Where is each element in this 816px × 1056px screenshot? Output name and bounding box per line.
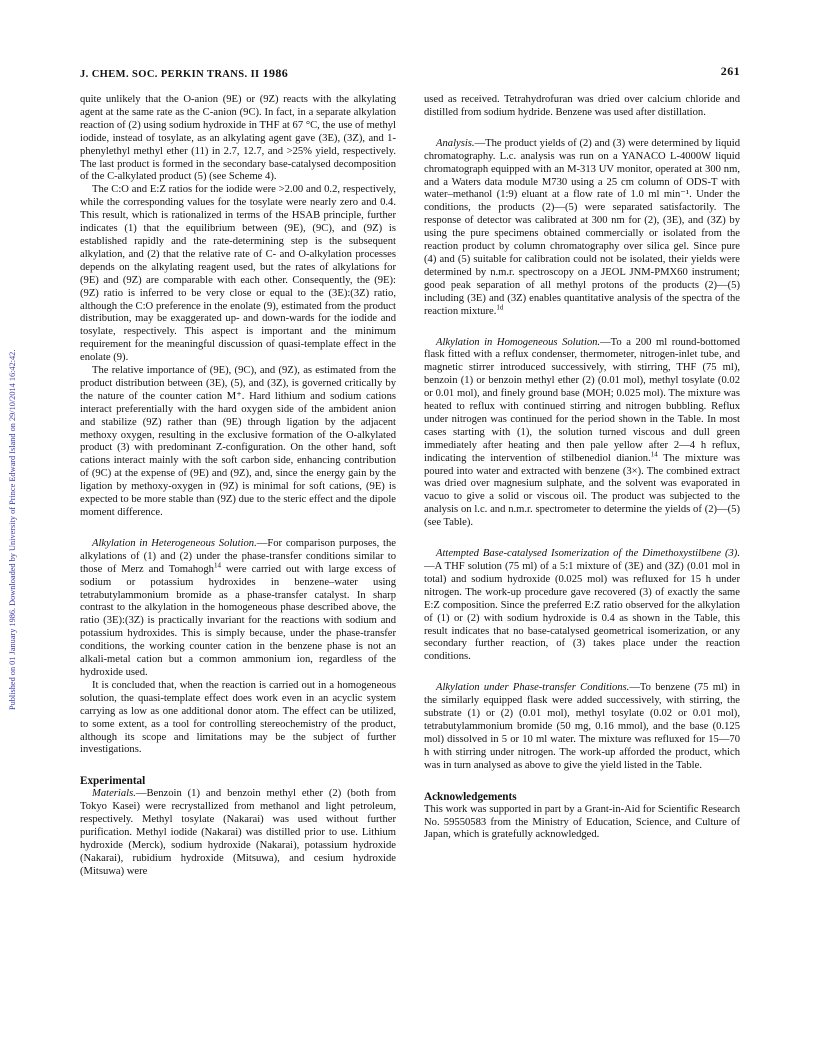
run-in-heading: Alkylation under Phase-transfer Conditions. <box>436 682 630 694</box>
section-paragraph-homogeneous <box>424 337 740 531</box>
journal-name: J. CHEM. SOC. PERKIN TRANS. II <box>80 69 260 80</box>
paragraph: It is concluded that, when the reaction is carried out in a homogeneous solution, the quasi-template effect does work even in an acyclic system carrying as low as one additional donor atom. The effect can be utilized, to some extent, as a tool for controlling stereochemistry of the product, although its scope and limitations may be the subject of further investigations. <box>80 679 396 756</box>
section-paragraph-analysis <box>424 138 740 319</box>
paragraph-text: —To a 200 ml round-bottomed flask fitted with a reflux condenser, thermometer, nitrogen-inlet tube, and magnetic stirrer introduced successively, with stirring, THF (75 ml), benzoin (1) or benzoin methyl ether (2) (0.01 mol), methyl tosylate (0.02 or 0.01 mol), and finely ground base (MOH; 0.025 mol). The mixture was heated to reflux with continued stirring and nitrogen bubbling. Reflux under nitrogen was continued for the period shown in the Table. In most cases starting with (1), the solution turned viscous and dull green immediately after heating and then pale yellow after 2—4 h reflux, indicating the intervention of stilbenediol dianion. <box>424 336 740 464</box>
paragraph: The C:O and E:Z ratios for the iodide were >2.00 and 0.2, respectively, while the corresponding values for the tosylate were nearly zero and 0.4. This result, which is rationalized in terms of the HSAB principle, further indicates (1) that the equilibrium between (9E), (9C), and (9Z) is established rapidly and the rate-determining step is the subsequent alkylation, and (2) that the relative rate of C- and O-alkylation processes depends on the alkylating reagent used, but the rates of alkylations for (9E) and (9Z) are comparable with each other. Consequently, the (9E):(9Z) ratio is inferred to be very close or equal to the (3E):(3Z) ratio, although the C:O preference in the enolate (9), estimated from the product distribution, may be exaggerated up- and down-wards for the iodide and tosylate, respectively. This aspect is important and the minimum requirement for the meaningful discussion of quasi-template effect in the enolate (9). <box>80 184 396 364</box>
left-column <box>80 94 396 879</box>
page-number: 261 <box>720 64 740 78</box>
section-paragraph-phase-transfer <box>424 682 740 772</box>
run-in-heading: Attempted Base-catalysed Isomerization of the Dimethoxystilbene (3). <box>436 548 740 560</box>
section-paragraph-materials <box>80 788 396 878</box>
section-paragraph-isomerization <box>424 548 740 664</box>
paragraph-text: were carried out with large excess of sodium or potassium hydroxides in benzene–water using tetrabutylammonium bromide as a phase-transfer catalyst. In sharp contrast to the alkylation in the homogeneous phase described above, the ratio (3E):(3Z) is practically invariant for the reactions with sodium and potassium hydroxides. This is simply because, under the phase-transfer conditions, the working counter cation in the benzene phase is not an alkali-metal cation but a common ammonium ion, regardless of the hydroxide used. <box>80 563 396 678</box>
journal-year: 1986 <box>262 66 289 80</box>
journal-citation <box>80 66 288 81</box>
paragraph: quite unlikely that the O-anion (9E) or (9Z) reacts with the alkylating agent at the same rate as the C-anion (9C). In fact, in a separate alkylation reaction of (2) using sodium hydroxide in THF at 67 °C, the use of methyl iodide, instead of tosylate, as an alkylating agent gave (3E), (3Z), and 1-phenylethyl methyl ether (11) in 2.7, 12.7, and >25% yield, respectively. The last product is formed in the secondary base-catalysed decomposition of the C-alkylated product (5) (see Scheme 4). <box>80 94 396 183</box>
paragraph-text: —To benzene (75 ml) in the similarly equipped flask were added successively, with stirring, the substrate (1) or (2) (0.01 mol), methyl tosylate (0.02 or 0.01 mol), tetrabutylammonium bromide (50 mg, 0.16 mmol), and the base (0.125 mol) dissolved in 5 or 10 ml water. The mixture was refluxed for 15—70 h with stirring under nitrogen. The work-up afforded the product, which was in turn analysed as above to give the yield listed in the Table. <box>424 682 740 771</box>
paragraph-text: —A THF solution (75 ml) of a 5:1 mixture of (3E) and (3Z) (0.01 mol in total) and sodium hydroxide (0.025 mol) was refluxed for 15 h under nitrogen. The work-up procedure gave recovered (3) of exactly the same E:Z composition. Since the preferred E:Z ratio observed for the alkylation of (1) or (2) with sodium hydroxide is 0.4 as shown in the Table, this result indicates that no base-catalysed geometrical isomerization, or any secondary further reaction, of (3) takes place under the reaction conditions. <box>424 561 740 663</box>
right-column <box>424 94 740 842</box>
reference-superscript: 14 <box>650 450 658 459</box>
download-watermark: Published on 01 January 1986. Downloaded by University of Prince Edward Island on 29/10/2014 16:42:42. <box>8 349 17 711</box>
paragraph-text: —The product yields of (2) and (3) were determined by liquid chromatography. L.c. analysis was run on a YANACO L-4000W liquid chromatograph equipped with an M-313 UV monitor, operated at 300 nm, and a Waters data module M730 using a 25 cm column of ODS-T with water–methanol (1:9) eluant at a flow rate of 1.0 ml min⁻¹. Under the conditions, the products (2)—(5) were separated satisfactorily. The response of detector was calibrated at 300 nm for (2), (3E), and (3Z) by using the pure specimens obtained commercially or isolated from the reaction product by column chromatography over silica gel. Since pure (4) and (5) suitable for calibration could not be isolated, their yields were determined by n.m.r. spectroscopy on a JEOL JNM-PMX60 instrument; good peak separation of all methyl protons of the products (2)—(5) including (3E) and (3Z) enables quantitative analysis of the spectra of the reaction mixture. <box>424 137 740 317</box>
paragraph-text: The mixture was poured into water and extracted with benzene (3×). The combined extract was dried over magnesium sulphate, and the solvent was evaporated in vacuo to give a solid or viscous oil. The product was subjected to the analysis on l.c. and n.m.r. spectrometer to determine the yields of (2)—(5) (see Table). <box>424 452 740 529</box>
section-paragraph-heterogeneous <box>80 538 396 680</box>
paragraph: The relative importance of (9E), (9C), and (9Z), as estimated from the product distribution between (3E), (5), and (3Z), is governed critically by the nature of the counter cation M⁺. Hard lithium and sodium cations interact preferentially with the hard oxygen side of the ambident anion and stabilize (9Z) rather than (9E) through ligation by the adjacent methoxy oxygen, resulting in the exclusive formation of the O-alkylated product (3) with predominant Z-configuration. On the other hand, soft cations interact mainly with the soft carbon side, enhancing contribution of (9C) at the expense of (9E) and (9Z), and, since the energy gain by the ligation by methoxy-oxygen in (9Z) is minimal for soft cations, (9E) is expected to be more stable than (9Z) due to the steric effect and the dipole moment difference. <box>80 365 396 518</box>
section-heading-experimental: Experimental <box>80 775 146 788</box>
run-in-heading: Alkylation in Homogeneous Solution. <box>436 336 601 348</box>
paragraph: used as received. Tetrahydrofuran was dried over calcium chloride and distilled from sodium hydride. Benzene was used after distillation. <box>424 94 740 118</box>
reference-superscript: 1d <box>496 303 504 312</box>
run-in-heading: Analysis. <box>436 137 475 149</box>
running-header <box>80 64 740 80</box>
run-in-heading: Materials. <box>92 788 136 800</box>
paragraph-text: —For comparison purposes, the alkylations of (1) and (2) under the phase-transfer conditions similar to those of Merz and Tomahogh <box>80 537 396 575</box>
paragraph: This work was supported in part by a Grant-in-Aid for Scientific Research No. 59550583 from the Ministry of Education, Science, and Culture of Japan, which is gratefully acknowledged. <box>424 803 740 841</box>
section-heading-acknowledgements: Acknowledgements <box>424 790 517 803</box>
paragraph-text: —Benzoin (1) and benzoin methyl ether (2) (both from Tokyo Kasei) were recrystallized from methanol and light petroleum, respectively. Methyl tosylate (Nakarai) was used without further purification. Methyl iodide (Nakarai) was distilled prior to use. Lithium hydroxide (Merck), sodium hydroxide (Nakarai), potassium hydroxide (Nakarai), rubidium hydroxide (Mitsuwa), and cesium hydroxide (Mitsuwa) were <box>80 788 396 877</box>
run-in-heading: Alkylation in Heterogeneous Solution. <box>92 537 257 549</box>
reference-superscript: 14 <box>213 561 221 570</box>
